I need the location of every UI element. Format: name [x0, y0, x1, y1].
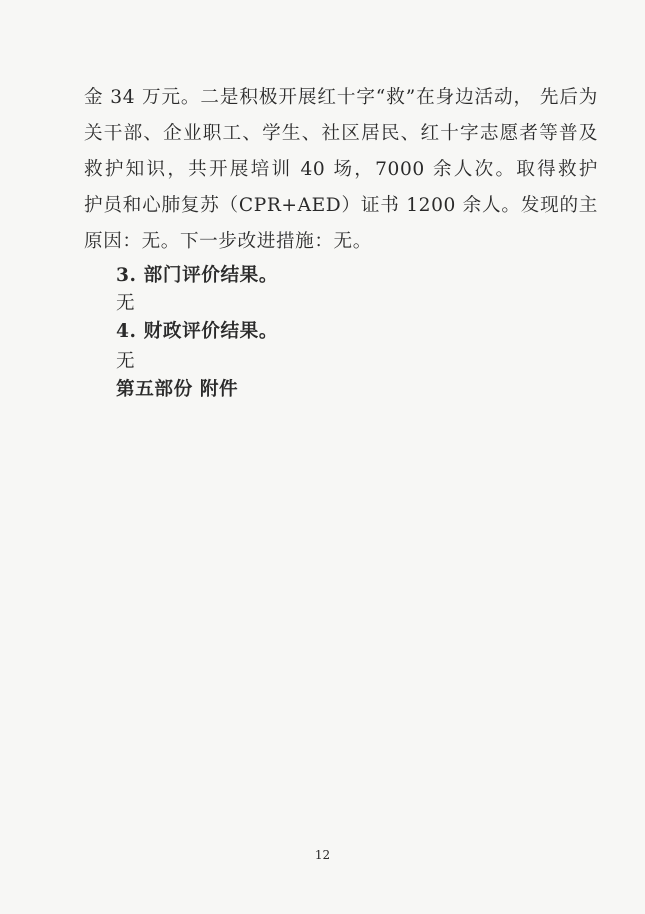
body-line-2: 关干部、企业职工、学生、社区居民、红十字志愿者等普及 — [84, 123, 598, 144]
section3-heading: 3. 部门评价结果。 — [116, 265, 279, 286]
part5-heading: 第五部份 附件 — [116, 379, 239, 400]
section3-content: 无 — [116, 293, 135, 314]
body-line-1: 金 34 万元。二是积极开展红十字“救”在身边活动， 先后为 — [84, 87, 598, 108]
section4-heading: 4. 财政评价结果。 — [116, 321, 279, 342]
body-line-4: 护员和心肺复苏（CPR+AED）证书 1200 余人。发现的主 — [84, 195, 598, 216]
body-line-3: 救护知识，共开展培训 40 场，7000 余人次。取得救护 — [84, 159, 598, 180]
body-line-5: 原因：无。下一步改进措施：无。 — [84, 231, 372, 252]
page-number: 12 — [314, 848, 331, 862]
section4-content: 无 — [116, 351, 135, 372]
